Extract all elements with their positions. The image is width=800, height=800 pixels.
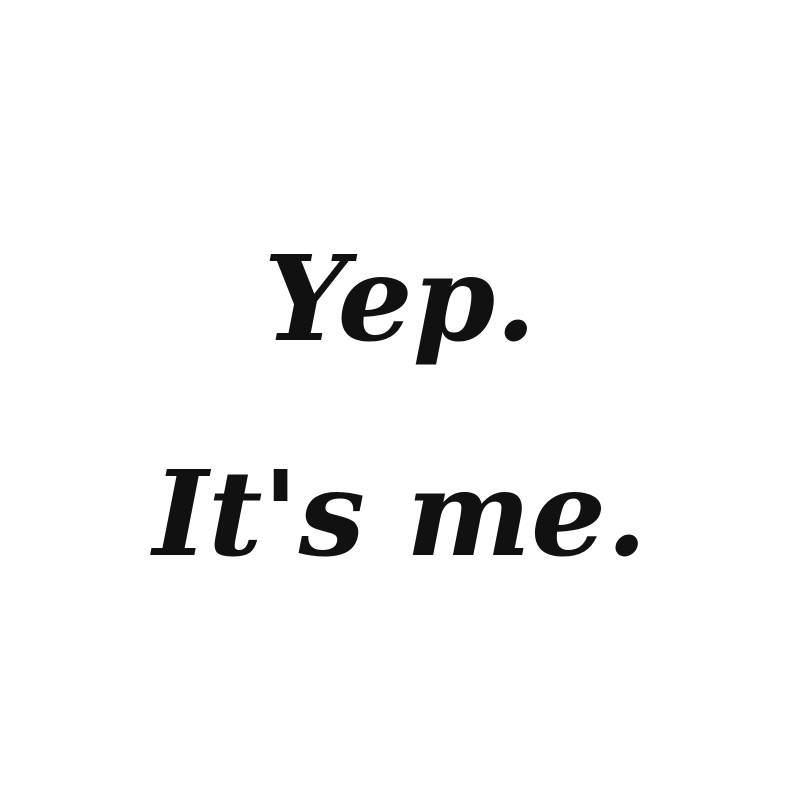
quote-line-1: Yep. <box>263 229 537 368</box>
quote-line-2: It's me. <box>152 444 648 583</box>
